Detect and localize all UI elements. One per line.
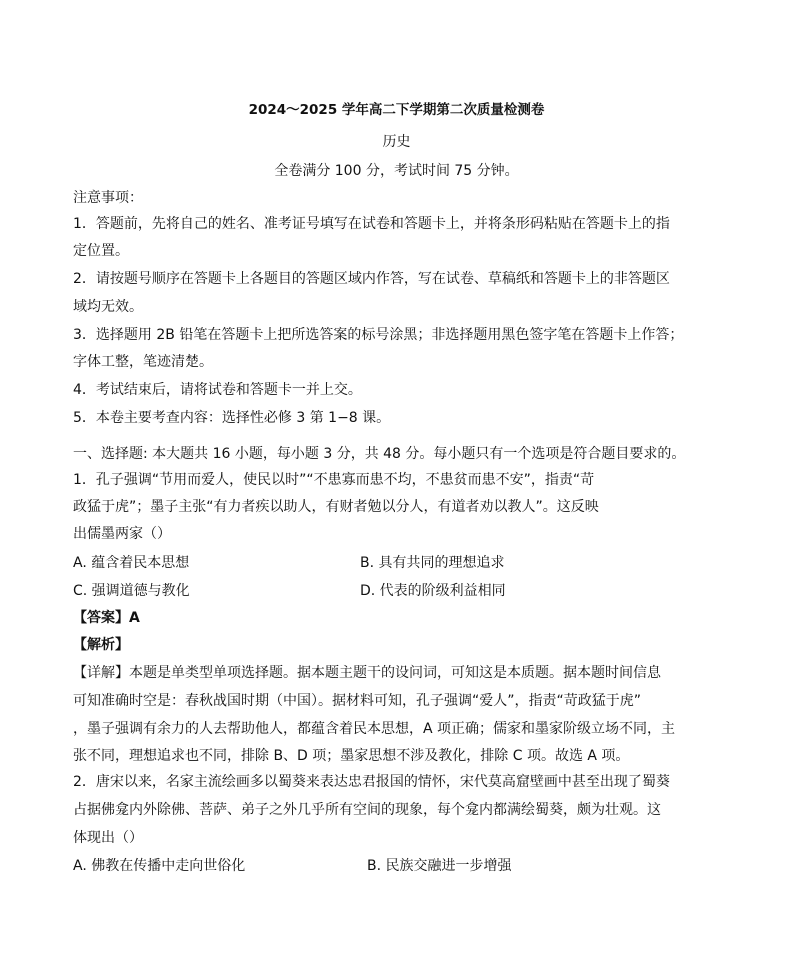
notice-line: 4．考试结束后，请将试卷和答题卡一并上交。 xyxy=(73,382,362,398)
q1-detail-line: 【详解】本题是单类型单项选择题。据本题主题干的设问词，可知这是本质题。据本题时间信息 xyxy=(73,665,661,681)
notice-line: 1．答题前，先将自己的姓名、准考证号填写在试卷和答题卡上，并将条形码粘贴在答题卡上的指 xyxy=(73,216,670,232)
notice-line: 5．本卷主要考查内容：选择性必修 3 第 1−8 课。 xyxy=(73,410,391,426)
q1-detail-line: 可知准确时空是：春秋战国时期（中国）。据材料可知，孔子强调“爱人”，指责“苛政猛于虎” xyxy=(73,693,642,709)
notice-line: 2．请按题号顺序在答题卡上各题目的答题区域内作答，写在试卷、草稿纸和答题卡上的非答题区 xyxy=(73,271,670,287)
notice-heading: 注意事项： xyxy=(73,190,143,206)
q1-stem-line: 1．孔子强调“节用而爱人，使民以时”“不患寡而患不均，不患贫而患不安”，指责“苛 xyxy=(73,472,595,488)
q2-stem-line: 2．唐宋以来，名家主流绘画多以蜀葵来表达忠君报国的情怀，宋代莫高窟壁画中甚至出现了蜀葵 xyxy=(73,774,670,790)
q1-detail-line: 张不同，理想追求也不同，排除 B、D 项；墨家思想不涉及教化，排除 C 项。故选 A 项。 xyxy=(73,748,630,764)
notice-line: 3．选择题用 2B 铅笔在答题卡上把所选答案的标号涂黑；非选择题用黑色签字笔在答题卡上作答； xyxy=(73,327,684,343)
q1-option-c: C. 强调道德与教化 xyxy=(73,583,190,599)
q1-option-b: B. 具有共同的理想追求 xyxy=(360,555,505,571)
q2-stem-line: 体现出（） xyxy=(73,830,143,846)
notice-line: 域均无效。 xyxy=(73,299,143,315)
q1-detail-line: ，墨子强调有余力的人去帮助他人，都蕴含着民本思想，A 项正确；儒家和墨家阶级立场不同，主 xyxy=(73,721,676,737)
q2-option-a: A. 佛教在传播中走向世俗化 xyxy=(73,858,246,874)
section-heading: 一、选择题: 本大题共 16 小题，每小题 3 分，共 48 分。每小题只有一个选项是符合题目要求的。 xyxy=(73,446,686,462)
q2-stem-line: 占据佛龛内外除佛、菩萨、弟子之外几乎所有空间的现象，每个龛内都满绘蜀葵，颇为壮观。这 xyxy=(73,802,661,818)
q1-analysis-label: 【解析】 xyxy=(73,637,129,653)
q2-option-b: B. 民族交融进一步增强 xyxy=(367,858,512,874)
q1-answer: 【答案】A xyxy=(73,610,140,626)
q1-stem-line: 出儒墨两家（） xyxy=(73,526,171,542)
notice-line: 字体工整，笔迹清楚。 xyxy=(73,354,213,370)
subject-name: 历史 xyxy=(382,134,411,150)
notice-line: 定位置。 xyxy=(73,243,129,259)
q1-option-d: D. 代表的阶级利益相同 xyxy=(360,583,506,599)
exam-title: 2024～2025 学年高二下学期第二次质量检测卷 xyxy=(248,102,545,118)
q1-option-a: A. 蕴含着民本思想 xyxy=(73,555,190,571)
q1-stem-line: 政猛于虎”；墨子主张“有力者疾以助人，有财者勉以分人，有道者劝以教人”。这反映 xyxy=(73,499,599,515)
exam-meta: 全卷满分 100 分，考试时间 75 分钟。 xyxy=(274,163,519,179)
